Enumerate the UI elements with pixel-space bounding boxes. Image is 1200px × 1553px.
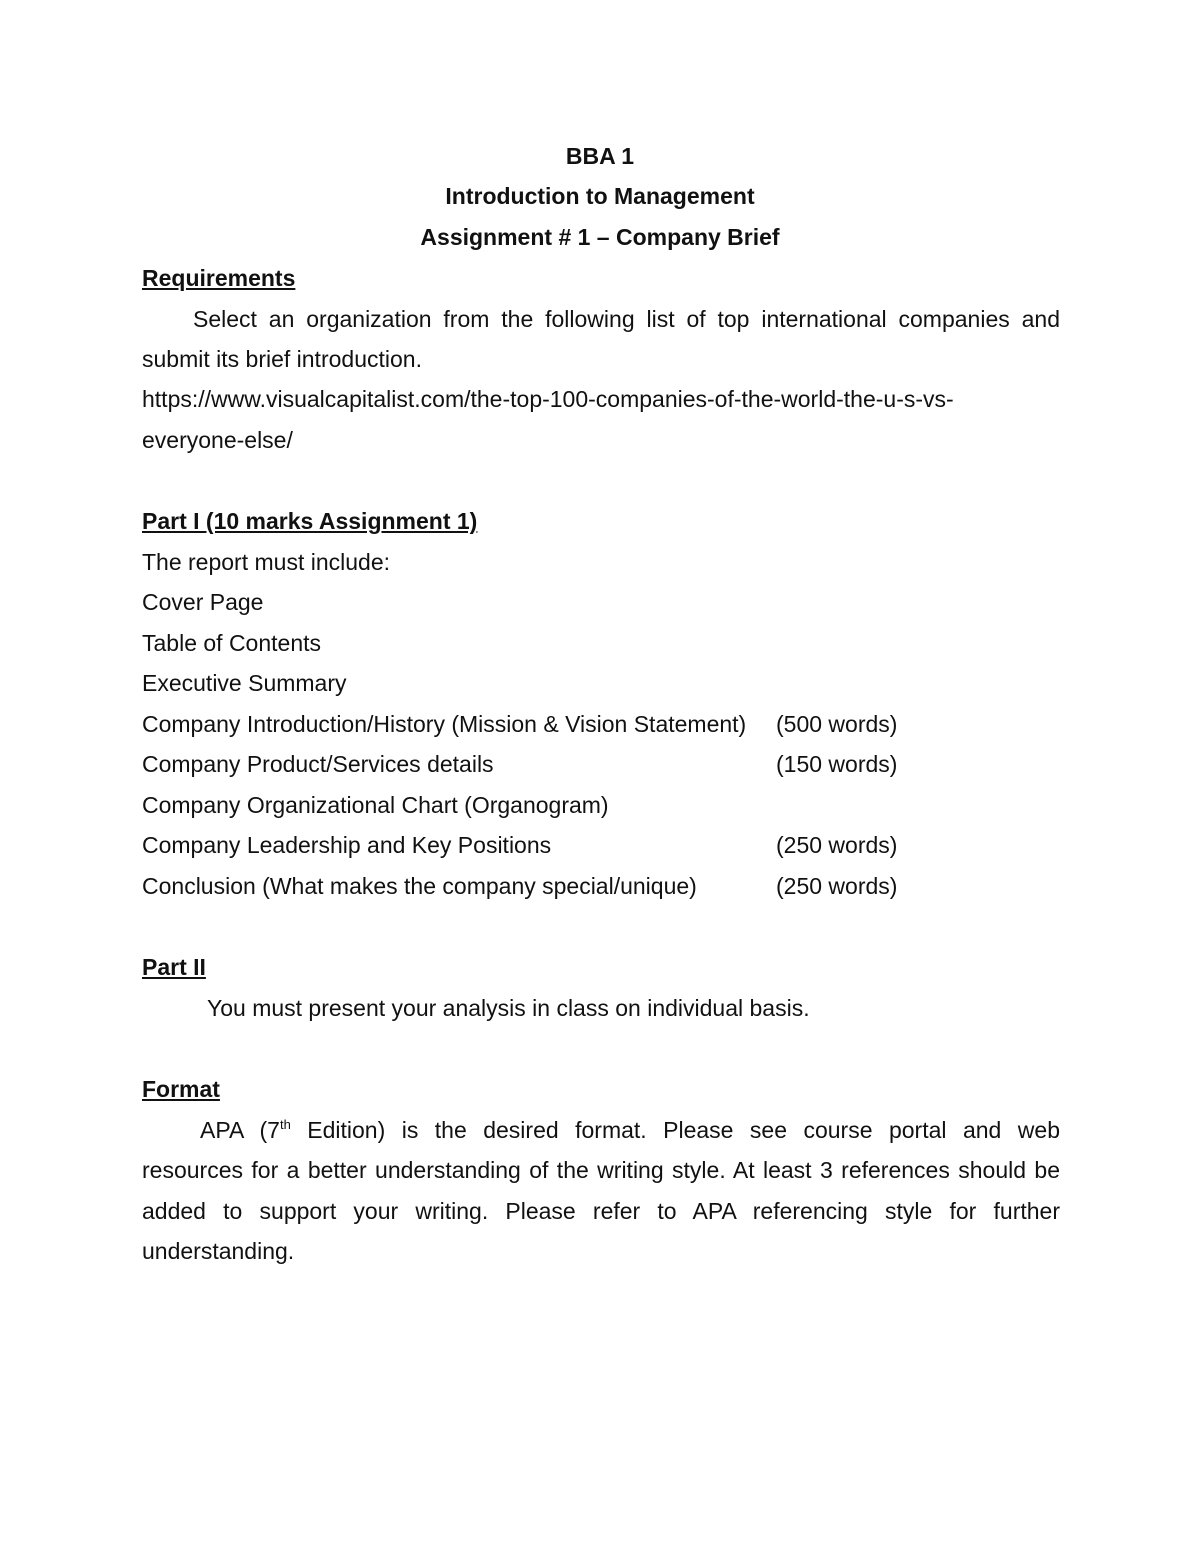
report-item [142,587,922,617]
report-item-label: Conclusion (What makes the company special/unique) [142,873,697,899]
report-item-label: Executive Summary [142,670,347,696]
assignment-title: Assignment # 1 – Company Brief [420,224,780,250]
report-item-label: Company Introduction/History (Mission & Vision Statement) [142,711,747,737]
format-superscript: th [279,1117,291,1132]
companies-link-line2[interactable]: everyone-else/ [142,427,293,453]
part1-intro: The report must include: [142,549,391,575]
report-item [142,871,922,901]
report-item-label: Company Organizational Chart (Organogram) [142,792,609,818]
format-text-line1 [200,1115,1060,1145]
format-apa-prefix: APA (7 [200,1117,280,1143]
part2-heading: Part II [142,954,206,980]
part2-text: You must present your analysis in class on individual basis. [207,995,810,1021]
format-text-line4: understanding. [142,1238,295,1264]
requirements-heading: Requirements [142,265,296,291]
report-item-label: Company Leadership and Key Positions [142,832,552,858]
format-text-line2: resources for a better understanding of the writing style. At least 3 references should be [142,1157,1060,1183]
report-item-label: Cover Page [142,589,264,615]
report-item-label: Table of Contents [142,630,322,656]
report-item-word-count: (250 words) [776,873,898,899]
companies-link-line1[interactable]: https://www.visualcapitalist.com/the-top-100-companies-of-the-world-the-u-s-vs- [142,386,954,412]
requirements-text-line1: Select an organization from the following list of top international companies and [193,306,1060,332]
report-item-label: Company Product/Services details [142,751,494,777]
requirements-text-line2: submit its brief introduction. [142,346,422,372]
report-item-word-count: (250 words) [776,832,898,858]
format-line1-rest: Edition) is the desired format. Please see course portal and web [290,1117,1060,1143]
report-item [142,749,922,779]
part1-heading: Part I (10 marks Assignment 1) [142,508,478,534]
report-item [142,830,922,860]
report-item-word-count: (150 words) [776,751,898,777]
format-heading: Format [142,1076,220,1102]
report-item [142,790,922,820]
report-item-word-count: (500 words) [776,711,898,737]
report-item [142,628,922,658]
course-title: Introduction to Management [445,183,755,209]
report-item [142,668,922,698]
course-code: BBA 1 [565,143,635,169]
format-text-line3: added to support your writing. Please refer to APA referencing style for further [142,1198,1060,1224]
report-item [142,709,922,739]
